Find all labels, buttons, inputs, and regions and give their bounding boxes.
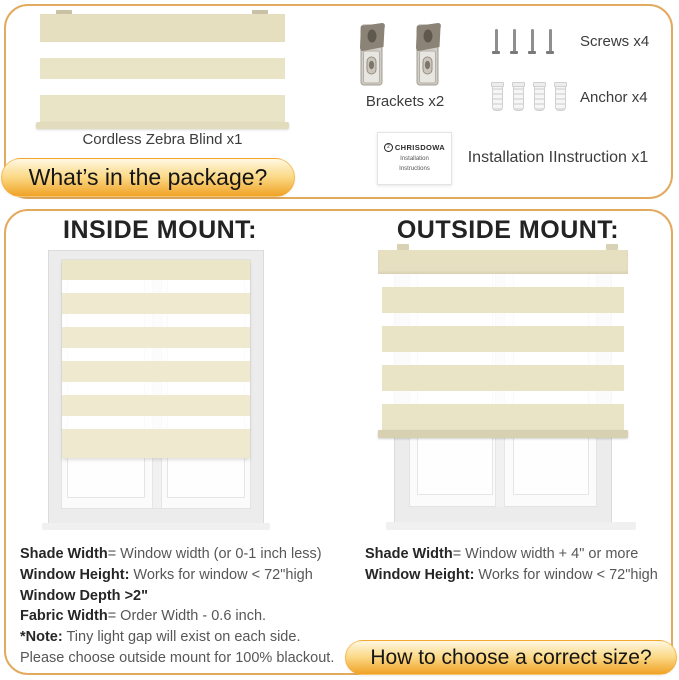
spec-term: *Note: xyxy=(20,629,63,646)
inside-mount-heading: INSIDE MOUNT: xyxy=(63,216,257,244)
screws-group xyxy=(492,29,554,54)
screw-icon xyxy=(528,29,536,54)
blind-bottom-bar xyxy=(378,430,628,438)
brackets-group xyxy=(357,21,443,89)
card-line: Instructions xyxy=(399,166,430,172)
spec-term: Fabric Width xyxy=(20,608,108,625)
spec-line xyxy=(20,586,355,607)
zebra-blind-product xyxy=(40,10,285,128)
size-guide-banner: How to choose a correct size? xyxy=(345,640,677,675)
brackets-label: Brackets x2 xyxy=(365,93,445,110)
anchors-group xyxy=(492,84,566,111)
package-banner: What’s in the package? xyxy=(1,158,295,197)
outside-mount-diagram xyxy=(364,242,658,532)
spec-line xyxy=(365,544,670,565)
window-sill xyxy=(42,523,270,530)
anchors-label: Anchor x4 xyxy=(580,89,648,106)
instruction-card xyxy=(377,132,452,185)
spec-line xyxy=(20,648,355,669)
spec-value: = Window width (or 0-1 inch less) xyxy=(107,546,322,562)
brand-row xyxy=(384,143,445,152)
screw-icon xyxy=(546,29,554,54)
spec-line xyxy=(20,544,355,565)
spec-value: = Window width + 4" or more xyxy=(452,546,639,562)
anchor-icon xyxy=(513,84,524,111)
blind-fabric xyxy=(382,274,624,430)
blind-fabric xyxy=(40,14,285,128)
blind-bottom-bar xyxy=(36,122,289,129)
outside-mount-specs xyxy=(365,544,670,586)
blind-headrail xyxy=(378,250,628,274)
spec-line xyxy=(20,565,355,586)
instruction-label: Installation IInstruction x1 xyxy=(467,149,649,166)
card-line: Installation xyxy=(400,156,429,162)
spec-value: Tiny light gap will exist on each side. xyxy=(62,629,301,646)
spec-value: Please choose outside mount for 100% blackout. xyxy=(20,649,335,666)
bracket-icon xyxy=(413,21,443,89)
spec-line xyxy=(365,565,670,586)
spec-line xyxy=(20,627,355,648)
spec-term: Window Height: xyxy=(365,566,475,583)
blind-label: Cordless Zebra Blind x1 xyxy=(82,131,243,148)
anchor-icon xyxy=(492,84,503,111)
inside-mount-specs xyxy=(20,544,355,669)
outside-mount-heading: OUTSIDE MOUNT: xyxy=(396,216,620,244)
spec-value: Works for window < 72"high xyxy=(474,566,658,583)
brand-name: CHRISDOWA xyxy=(394,143,446,152)
blind-fabric xyxy=(62,260,250,458)
window-sill xyxy=(386,522,636,530)
anchor-icon xyxy=(555,84,566,111)
spec-value: = Order Width - 0.6 inch. xyxy=(107,608,267,625)
anchor-icon xyxy=(534,84,545,111)
screw-icon xyxy=(510,29,518,54)
spec-line xyxy=(20,606,355,627)
screw-icon xyxy=(492,29,500,54)
spec-value: Works for window < 72"high xyxy=(129,566,313,583)
spec-term: Shade Width xyxy=(20,546,108,562)
bracket-icon xyxy=(357,21,387,89)
screws-label: Screws x4 xyxy=(580,33,650,50)
spec-term: Window Height: xyxy=(20,566,130,583)
chrisdowa-logo-icon: 2 xyxy=(384,143,393,152)
inside-mount-diagram xyxy=(48,250,264,524)
spec-term: Shade Width xyxy=(365,546,453,562)
spec-term: Window Depth >2" xyxy=(20,587,148,604)
